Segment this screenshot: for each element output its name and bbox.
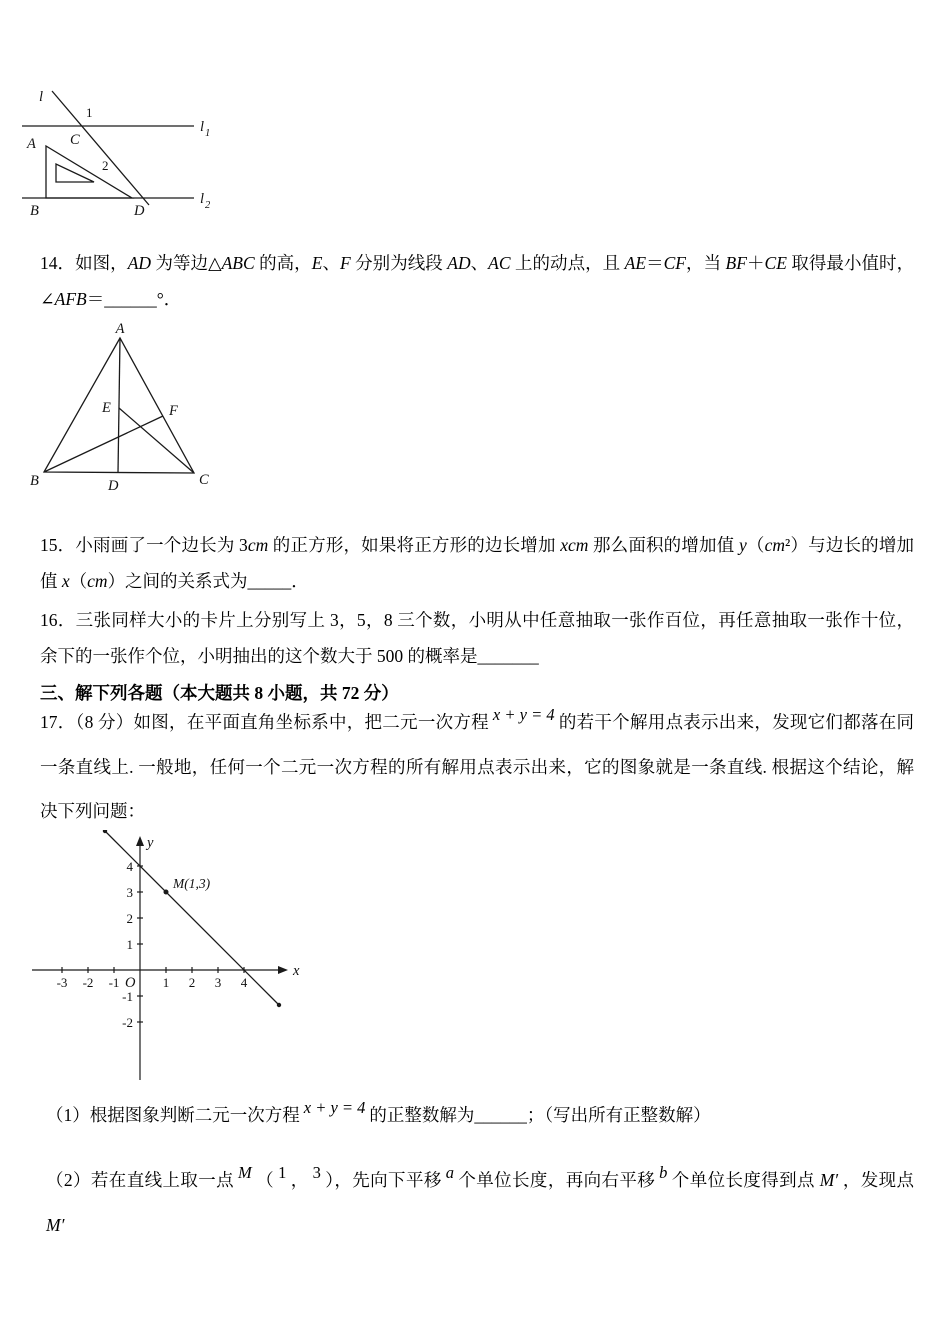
point-M-label: M(1,3) bbox=[173, 876, 211, 891]
text-segment: xcm bbox=[560, 535, 589, 555]
text-segment: 如图， bbox=[75, 253, 128, 273]
label-l2: l bbox=[200, 191, 205, 207]
label-B: B bbox=[30, 473, 39, 489]
text-segment: AD bbox=[127, 253, 152, 273]
segment-ec bbox=[119, 408, 194, 473]
y-tick-label: 2 bbox=[126, 911, 133, 926]
figure-triangle-abc bbox=[30, 322, 220, 498]
text-segment: （8 分）如图，在平面直角坐标系中，把二元一次方程 bbox=[75, 712, 489, 732]
text-segment: 的高， bbox=[254, 253, 312, 273]
question-17-part1 bbox=[46, 1093, 914, 1138]
label-angle1: 1 bbox=[86, 105, 93, 120]
question-16-text: 三张同样大小的卡片上分别写上 3，5，8 三个数，小明从中任意抽取一张作百位，再任意抽取一张作十位，余下的一张作个位，小明抽出的这个数大于 500 的概率是_______ bbox=[40, 610, 915, 666]
label-E: E bbox=[102, 400, 111, 416]
text-segment: x + y = 4 bbox=[492, 704, 555, 724]
question-17 bbox=[40, 700, 914, 834]
y-tick-label: -1 bbox=[122, 989, 133, 1004]
text-segment: E bbox=[311, 253, 323, 273]
y-tick-label: 4 bbox=[126, 859, 133, 874]
text-segment: x bbox=[61, 570, 70, 591]
text-segment: 那么面积的增加值 bbox=[588, 535, 739, 555]
x-axis-arrow bbox=[278, 966, 288, 974]
text-segment: 为等边△ bbox=[151, 253, 222, 273]
text-segment: 的正方形，如果将正方形的边长增加 bbox=[268, 535, 561, 555]
text-segment: AD bbox=[447, 253, 471, 273]
label-angle2: 2 bbox=[102, 158, 109, 173]
figure-parallel-lines bbox=[14, 88, 244, 228]
label-F: F bbox=[169, 403, 178, 419]
label-D: D bbox=[108, 478, 119, 494]
y-axis-arrow bbox=[136, 836, 144, 846]
question-15-text bbox=[40, 535, 914, 591]
text-segment: ），先向下平移 bbox=[324, 1170, 442, 1190]
line-end-dot bbox=[277, 1003, 281, 1007]
section-3-title: 三、解下列各题（本大题共 8 小题，共 72 分） bbox=[40, 683, 399, 703]
question-16-number: 16． bbox=[40, 610, 76, 630]
origin-label: O bbox=[125, 975, 136, 991]
text-segment: ，发现点 bbox=[838, 1170, 915, 1190]
text-segment: （ bbox=[69, 570, 88, 591]
text-segment: F bbox=[340, 253, 351, 273]
text-segment: AFB bbox=[54, 288, 87, 309]
set-square-outline bbox=[46, 146, 132, 198]
label-A: A bbox=[27, 136, 36, 152]
text-segment: x + y = 4 bbox=[303, 1097, 366, 1117]
text-segment: AE bbox=[624, 253, 647, 273]
text-segment: 的若干个解用点表示出来，发现它们都落在同一条直线上. 一般地，任何一个二元一次方程的所有解用点表示出来，它的图象就是一条直线. 根据这个结论，解决下列问题： bbox=[40, 712, 915, 822]
question-17-part1-text bbox=[46, 1097, 711, 1125]
text-segment: 取得最小值时，∠ bbox=[40, 253, 915, 309]
x-axis-label: x bbox=[293, 963, 300, 979]
text-segment: （1）根据图象判断二元一次方程 bbox=[46, 1105, 300, 1125]
y-tick-label: 1 bbox=[126, 937, 133, 952]
altitude-ad bbox=[118, 338, 120, 473]
text-segment: 、 bbox=[322, 253, 340, 273]
label-C: C bbox=[70, 132, 80, 148]
text-segment: 、 bbox=[470, 253, 489, 273]
text-segment: CF bbox=[663, 253, 686, 273]
text-segment: b bbox=[659, 1162, 668, 1182]
text-segment: CE bbox=[764, 253, 787, 273]
text-segment: ）之间的关系式为_____． bbox=[107, 570, 309, 591]
label-D: D bbox=[134, 203, 145, 219]
y-axis-label: y bbox=[147, 835, 154, 851]
question-17-part2 bbox=[46, 1158, 914, 1247]
x-tick-label: 4 bbox=[240, 975, 248, 990]
set-square-hole bbox=[56, 164, 94, 182]
question-15 bbox=[40, 528, 914, 600]
text-segment: 个单位长度得到点 bbox=[671, 1170, 820, 1190]
text-segment: cm bbox=[87, 570, 108, 591]
x-tick-label: -3 bbox=[56, 975, 68, 990]
x-tick-label: -2 bbox=[82, 975, 94, 990]
x-tick-label: -1 bbox=[108, 975, 120, 990]
label-l1: l bbox=[200, 119, 205, 135]
text-segment: 的正整数解为______；（写出所有正整数解） bbox=[369, 1105, 711, 1125]
label-C: C bbox=[199, 472, 209, 488]
text-segment: ＋ bbox=[746, 253, 765, 273]
segment-bf bbox=[44, 416, 163, 472]
label-B: B bbox=[30, 203, 39, 219]
text-segment: ABC bbox=[221, 253, 255, 273]
question-14 bbox=[40, 246, 914, 318]
text-segment: M′ bbox=[819, 1170, 839, 1190]
question-14-number: 14． bbox=[40, 253, 76, 273]
text-segment: （ bbox=[255, 1170, 275, 1190]
line-l-transversal bbox=[52, 91, 149, 205]
text-segment: M′ bbox=[46, 1214, 65, 1235]
text-segment: 小雨画了一个边长为 3 bbox=[75, 535, 248, 555]
label-l: l bbox=[39, 89, 44, 105]
text-segment: AC bbox=[488, 253, 511, 273]
text-segment: 个单位长度，再向右平移 bbox=[457, 1170, 656, 1190]
text-segment: y bbox=[738, 535, 747, 555]
text-segment: （ bbox=[746, 535, 765, 555]
text-segment: ＝ bbox=[646, 253, 664, 273]
text-segment: BF bbox=[725, 253, 747, 273]
text-segment: 上的动点，且 bbox=[510, 253, 625, 273]
text-segment: 3 bbox=[312, 1162, 321, 1182]
question-17-text bbox=[40, 704, 915, 822]
y-tick-label: 3 bbox=[126, 885, 133, 900]
text-segment: （2）若在直线上取一点 bbox=[46, 1170, 235, 1190]
text-segment: 分别为线段 bbox=[350, 253, 448, 273]
text-segment: ， bbox=[290, 1170, 309, 1190]
label-l1-sub: 1 bbox=[205, 128, 211, 139]
x-tick-label: 3 bbox=[214, 975, 222, 990]
question-14-text bbox=[40, 253, 914, 309]
label-A: A bbox=[115, 322, 125, 337]
text-segment: cm bbox=[764, 535, 786, 555]
text-segment: cm bbox=[247, 535, 269, 555]
question-17-number: 17． bbox=[40, 712, 76, 732]
text-segment: ，当 bbox=[686, 253, 726, 273]
question-15-number: 15． bbox=[40, 535, 76, 555]
figure-coordinate-graph bbox=[22, 830, 312, 1086]
label-l2-sub: 2 bbox=[205, 200, 211, 211]
question-17-part2-text bbox=[46, 1162, 915, 1235]
x-tick-label: 1 bbox=[162, 975, 170, 990]
point-M bbox=[164, 890, 169, 895]
text-segment: a bbox=[445, 1162, 454, 1182]
text-segment: 1 bbox=[278, 1162, 287, 1182]
x-tick-label: 2 bbox=[188, 975, 196, 990]
question-16 bbox=[40, 603, 914, 675]
text-segment: ²）与边长的增加值 bbox=[40, 535, 915, 591]
text-segment: M bbox=[238, 1162, 252, 1182]
text-segment: ＝______°． bbox=[86, 288, 182, 309]
y-tick-label: -2 bbox=[122, 1015, 133, 1030]
